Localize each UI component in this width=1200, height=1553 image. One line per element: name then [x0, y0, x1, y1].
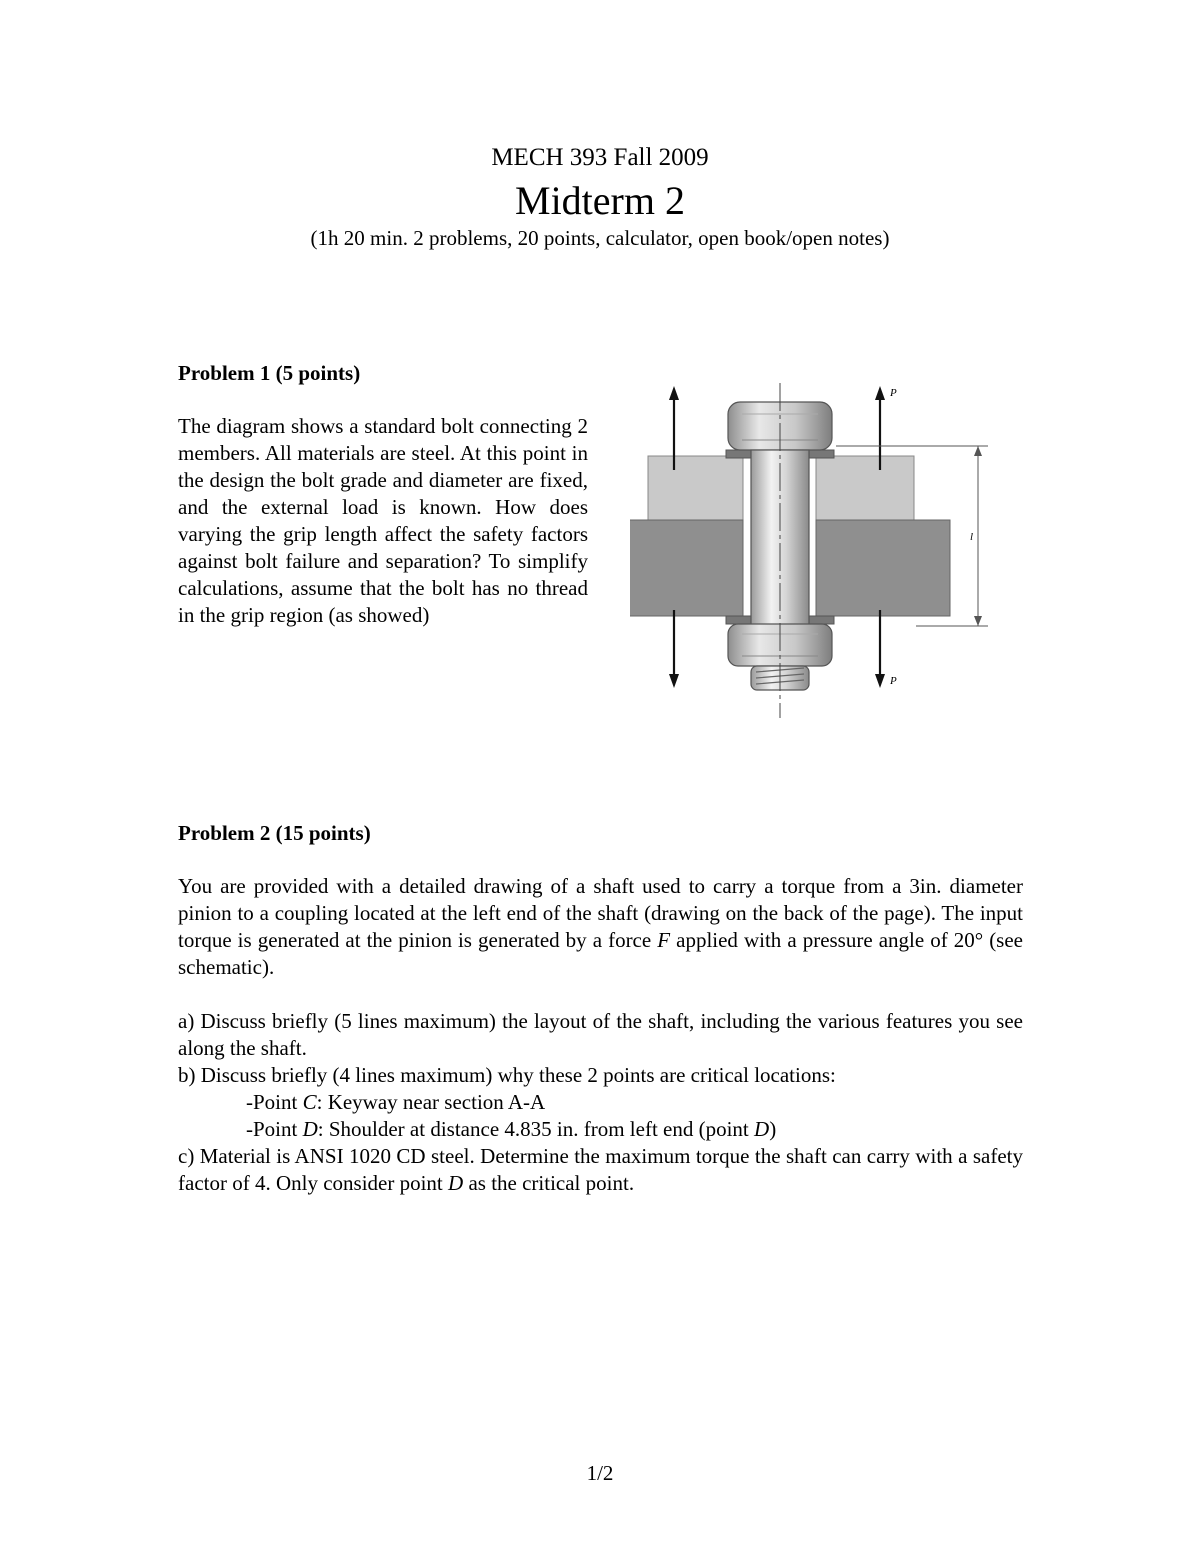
upper-member-right	[816, 456, 914, 520]
label-p-bottom: P	[890, 675, 897, 687]
part-a: a) Discuss briefly (5 lines maximum) the layout of the shaft, including the various features you see along the shaft.	[178, 1009, 1023, 1060]
variable-d: D	[302, 1117, 318, 1141]
point-c-item: -Point C: Keyway near section A-A	[246, 1090, 546, 1114]
problem-2-intro-text-2: applied with a pressure angle of 20° (see schematic).	[178, 928, 1024, 979]
label-grip-length: l	[970, 531, 974, 543]
part-c: c) Material is ANSI 1020 CD steel. Determine the maximum torque the shaft can carry with a safety factor of 4. Only consider point D as the critical point.	[178, 1144, 1023, 1195]
left-down-arrow	[669, 674, 679, 688]
upper-member-left	[648, 456, 743, 520]
problem-2-intro	[178, 873, 1023, 981]
page-number: 1/2	[586, 1461, 614, 1485]
point-d-item: -Point D: Shoulder at distance 4.835 in. from left end (point D)	[246, 1117, 777, 1141]
problem-2-parts	[178, 1008, 1023, 1197]
problem-1-body: The diagram shows a standard bolt connecting 2 members. All materials are steel. At this point in the design the bolt grade and diameter are fixed, and the external load is known. How does varying the grip length affect the safety factors against bolt failure and separation? To simplify calculations, assume that the bolt has no thread in the grip region (as showed)	[178, 414, 588, 627]
dim-arrow-bottom	[974, 616, 982, 626]
lower-member-left	[630, 520, 743, 616]
variable-c: C	[302, 1090, 317, 1114]
variable-d-3: D	[448, 1171, 464, 1195]
label-p-top: P	[890, 387, 897, 399]
bolt-diagram-svg	[630, 378, 1000, 723]
left-up-arrow	[669, 386, 679, 400]
problem-2-heading: Problem 2 (15 points)	[178, 821, 371, 845]
right-down-arrow	[875, 674, 885, 688]
variable-f: F	[657, 928, 671, 952]
problem-1-heading: Problem 1 (5 points)	[178, 361, 361, 385]
lower-member-right	[816, 520, 950, 616]
dim-arrow-top	[974, 446, 982, 456]
course-header: MECH 393 Fall 2009	[491, 144, 709, 171]
part-b: b) Discuss briefly (4 lines maximum) why these 2 points are critical locations:	[178, 1063, 836, 1087]
variable-d-2: D	[754, 1117, 770, 1141]
page-title: Midterm 2	[515, 178, 685, 223]
problem-2-intro-text-1: You are provided with a detailed drawing of a shaft used to carry a torque from a 3in. diameter pinion to a coupling located at the left end of the shaft (drawing on the back of the page). The input torque is generated at the pinion is generated by a force	[178, 874, 1023, 952]
bolt-diagram	[630, 378, 1000, 723]
exam-subtitle: (1h 20 min. 2 problems, 20 points, calculator, open book/open notes)	[310, 226, 890, 250]
right-up-arrow	[875, 386, 885, 400]
